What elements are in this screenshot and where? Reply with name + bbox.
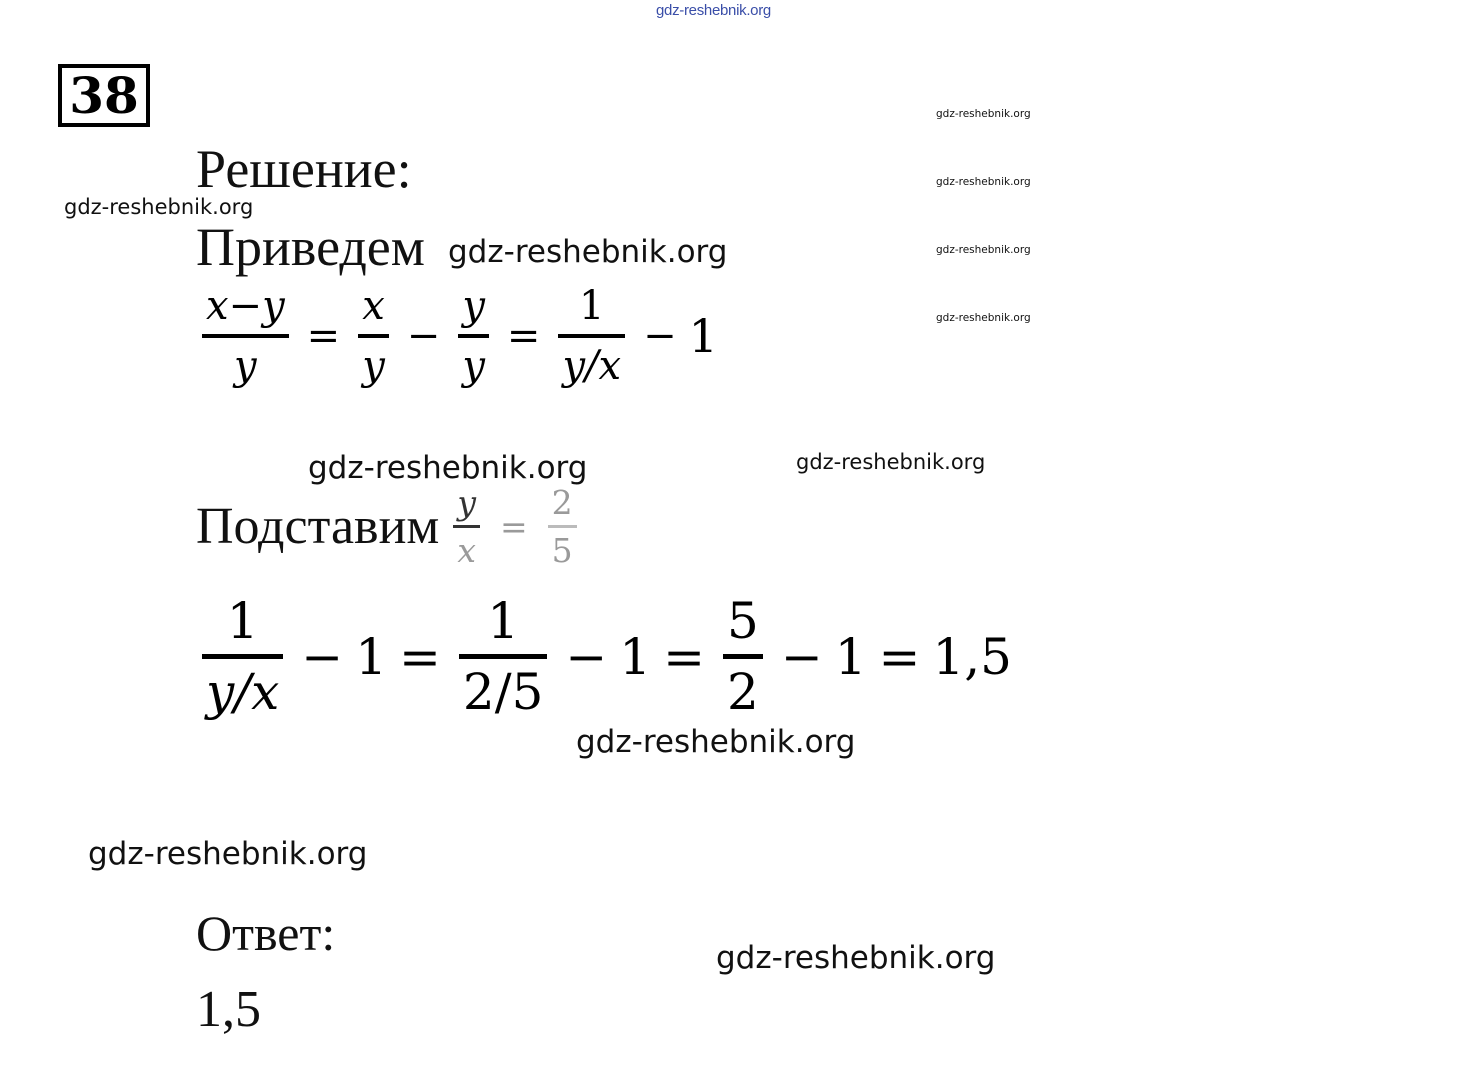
denominator: 5 (551, 531, 573, 570)
denominator: y (362, 343, 385, 389)
one: 1 (619, 627, 652, 686)
equation-2 (196, 592, 1012, 721)
denominator: x (457, 531, 476, 570)
equals-sign: = (306, 313, 341, 359)
fraction-bar (202, 654, 283, 659)
one: 1 (834, 627, 867, 686)
fraction-bar (459, 654, 547, 659)
fraction-bar (458, 334, 489, 338)
equals-sign: = (399, 627, 441, 686)
watermark: gdz-reshebnik.org (308, 450, 588, 486)
fraction-bar (453, 525, 480, 528)
substitute-line (196, 483, 583, 570)
minus-sign: − (643, 313, 677, 359)
answer-value: 1,5 (196, 981, 261, 1038)
watermark: gdz-reshebnik.org (796, 450, 986, 474)
one: 1 (355, 627, 388, 686)
fraction (458, 283, 489, 389)
numerator: 1 (226, 592, 259, 650)
fraction-bar (202, 334, 289, 338)
numerator: y (457, 483, 476, 522)
fraction-bar (723, 654, 763, 659)
fraction (453, 483, 480, 570)
fraction-bar (358, 334, 389, 338)
numerator: 1 (579, 283, 605, 329)
fraction (723, 592, 763, 721)
solution-heading: Решение: (196, 139, 412, 199)
denominator: y/x (206, 663, 280, 721)
fraction (558, 283, 625, 389)
watermark: gdz-reshebnik.org (936, 176, 1031, 188)
watermark: gdz-reshebnik.org (936, 244, 1031, 256)
denominator: y (462, 343, 485, 389)
fraction (202, 592, 283, 721)
equation-1 (196, 283, 718, 389)
denominator: 2 (727, 663, 759, 721)
watermark: gdz-reshebnik.org (936, 108, 1031, 120)
bring-text: Приведем (196, 217, 425, 277)
numerator: 5 (727, 592, 759, 650)
equals-sign: = (878, 627, 921, 686)
denominator: y (234, 343, 257, 389)
denominator: 2/5 (462, 663, 544, 721)
fraction (459, 592, 547, 721)
substitute-text: Подставим (196, 497, 440, 555)
equals-sign: = (506, 313, 541, 359)
equals-sign: = (663, 627, 706, 686)
numerator: 1 (487, 592, 520, 650)
watermark: gdz-reshebnik.org (64, 195, 254, 219)
one: 1 (688, 309, 718, 363)
minus-sign: − (301, 627, 344, 686)
fraction-bar (548, 525, 577, 528)
numerator: 2 (551, 483, 573, 522)
minus-sign: − (565, 627, 608, 686)
result-value: 1,5 (932, 627, 1012, 686)
watermark: gdz-reshebnik.org (716, 940, 996, 976)
fraction (202, 283, 289, 389)
equals-sign: = (499, 507, 528, 546)
watermark: gdz-reshebnik.org (88, 836, 368, 872)
watermark: gdz-reshebnik.org (936, 312, 1031, 324)
numerator: x−y (206, 283, 285, 329)
fraction (548, 483, 577, 570)
minus-sign: − (780, 627, 823, 686)
denominator: y/x (562, 343, 622, 389)
fraction (358, 283, 389, 389)
numerator: x (362, 283, 385, 329)
minus-sign: − (406, 313, 441, 359)
problem-number-box (58, 64, 150, 127)
answer-heading: Ответ: (196, 905, 336, 961)
watermark: gdz-reshebnik.org (448, 234, 728, 270)
watermark: gdz-reshebnik.org (576, 724, 856, 760)
problem-number: 38 (69, 65, 139, 125)
header-watermark: gdz-reshebnik.org (656, 2, 771, 19)
fraction-bar (558, 334, 625, 338)
numerator: y (462, 283, 485, 329)
